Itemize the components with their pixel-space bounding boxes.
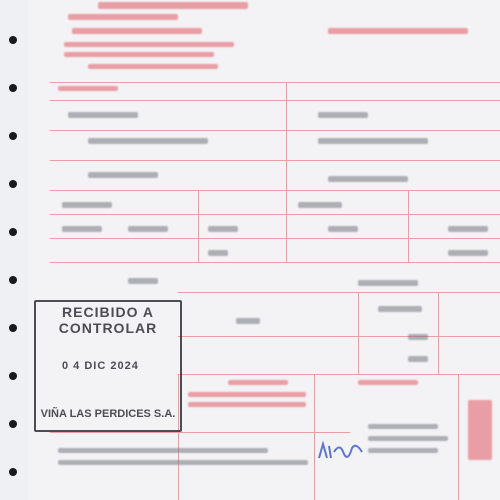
field-value [378, 306, 422, 312]
form-header-text [88, 64, 218, 69]
feed-hole [9, 84, 17, 92]
feed-hole [9, 420, 17, 428]
field-value [328, 176, 408, 182]
form-rule [408, 190, 409, 262]
received-stamp [34, 300, 182, 432]
field-label [358, 380, 418, 385]
form-rule [438, 292, 439, 374]
form-rule [178, 374, 500, 375]
field-value [408, 334, 428, 340]
feed-hole [9, 36, 17, 44]
field-label [58, 86, 118, 91]
form-sheet [28, 0, 500, 500]
form-rule [314, 374, 315, 500]
form-rule [286, 82, 287, 262]
field-value [208, 250, 228, 256]
field-value [408, 356, 428, 362]
form-rule [50, 100, 500, 101]
field-value [62, 202, 112, 208]
field-value [128, 226, 168, 232]
field-value [368, 424, 438, 429]
form-rule [50, 160, 500, 161]
form-rule [50, 432, 350, 433]
feed-hole [9, 132, 17, 140]
field-label [228, 380, 288, 385]
feed-hole [9, 180, 17, 188]
feed-hole [9, 468, 17, 476]
field-value [58, 460, 308, 465]
feed-hole [9, 276, 17, 284]
feed-hole [9, 228, 17, 236]
field-value [318, 138, 428, 144]
form-rule [50, 238, 500, 239]
field-value [318, 112, 368, 118]
field-value [236, 318, 260, 324]
field-value [128, 278, 158, 284]
form-rule [50, 130, 500, 131]
field-value [368, 436, 448, 441]
field-value [328, 226, 358, 232]
form-rule [50, 214, 500, 215]
form-header-text [72, 28, 202, 34]
field-value [448, 226, 488, 232]
feed-hole [9, 372, 17, 380]
form-header-text [328, 28, 468, 34]
form-rule [50, 262, 500, 263]
form-rule [178, 292, 500, 293]
field-value [208, 226, 238, 232]
field-value [58, 448, 268, 453]
stamp-date: 0 4 DIC 2024 [62, 360, 139, 372]
form-rule [358, 292, 359, 374]
tractor-feed-strip [0, 0, 29, 500]
form-rule [50, 190, 500, 191]
form-header-text [64, 52, 214, 57]
field-value [358, 280, 418, 286]
field-label [468, 400, 492, 460]
stamp-organization: VIÑA LAS PERDICES S.A. [40, 408, 176, 420]
form-header-text [98, 2, 248, 9]
signature [316, 438, 366, 464]
field-value [88, 172, 158, 178]
form-rule [458, 374, 459, 500]
form-rule [178, 336, 500, 337]
stamp-line-1: RECIBIDO A [62, 304, 154, 320]
feed-hole [9, 324, 17, 332]
field-value [62, 226, 102, 232]
field-label [188, 402, 306, 407]
field-value [368, 448, 438, 453]
form-rule [50, 82, 500, 83]
form-header-text [68, 14, 178, 20]
field-value [298, 202, 342, 208]
field-value [88, 138, 208, 144]
stamp-line-2: CONTROLAR [58, 320, 158, 336]
form-rule [198, 190, 199, 262]
field-value [68, 112, 138, 118]
field-value [448, 250, 488, 256]
field-label [188, 392, 306, 397]
form-header-text [64, 42, 234, 47]
